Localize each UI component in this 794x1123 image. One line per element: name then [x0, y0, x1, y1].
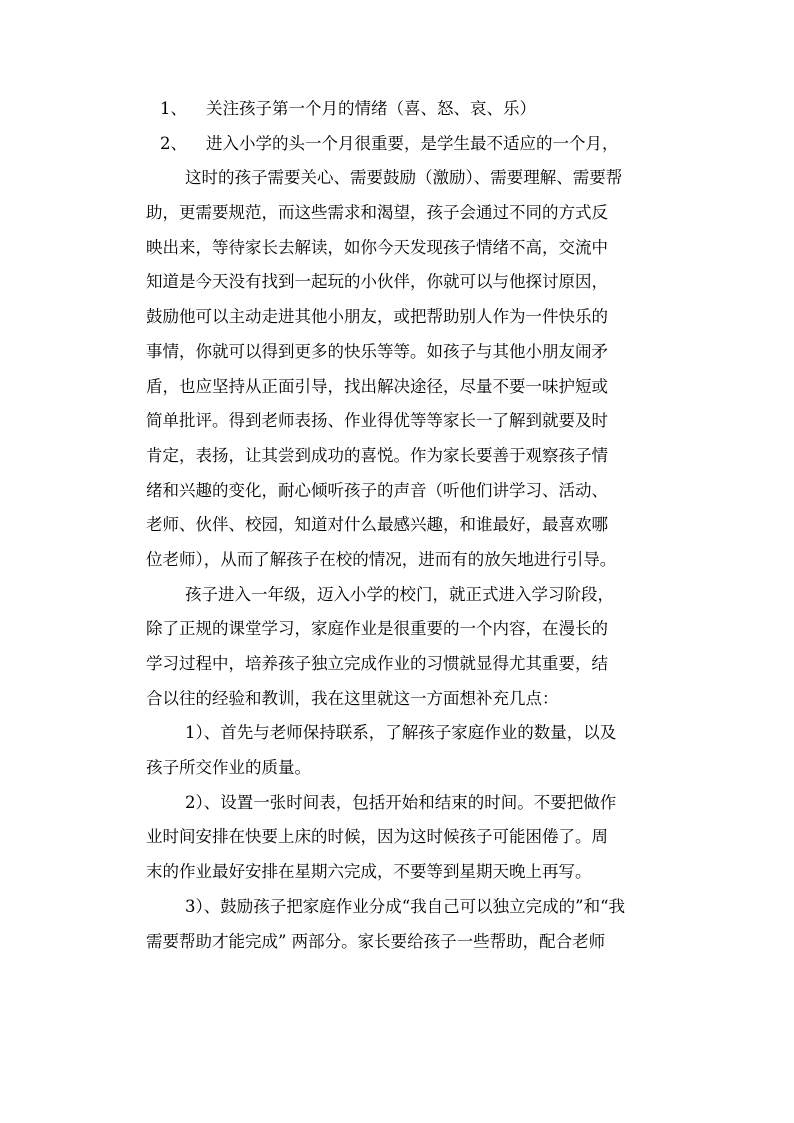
paragraph-line: 合以往的经验和教训，我在这里就这一方面想补充几点：	[146, 688, 559, 708]
paragraph-line: 肯定，表扬，让其尝到成功的喜悦。作为家长要善于观察孩子情	[146, 445, 608, 465]
paragraph-homework-intro	[146, 578, 686, 717]
list-item-text: 进入小学的头一个月很重要，是学生最不适应的一个月，	[206, 133, 619, 153]
paragraph-line: 末的作业最好安排在星期六完成，不要等到星期天晚上再写。	[146, 862, 592, 882]
paragraph-line: 1）、首先与老师保持联系，了解孩子家庭作业的数量，以及	[185, 723, 617, 743]
paragraph-line: 孩子进入一年级，迈入小学的校门，就正式进入学习阶段，	[185, 584, 614, 604]
paragraph-line: 3）、鼓励孩子把家庭作业分成“我自己可以独立完成的”和“我	[185, 896, 626, 916]
list-item-2	[146, 127, 686, 162]
paragraph-line: 鼓励他可以主动走进其他小朋友，或把帮助别人作为一件快乐的	[146, 307, 608, 327]
paragraph-line: 学习过程中，培养孩子独立完成作业的习惯就显得尤其重要，结	[146, 654, 608, 673]
paragraph-line: 老师、伙伴、校园，知道对什么最感兴趣，和谁最好，最喜欢哪	[146, 515, 608, 535]
paragraph-emotions	[146, 161, 686, 577]
list-item-text: 关注孩子第一个月的情绪（喜、怒、哀、乐）	[206, 99, 536, 118]
paragraph-point-3	[146, 890, 686, 959]
list-item-number: 1、	[160, 99, 187, 118]
document-body	[146, 92, 686, 959]
paragraph-line: 盾，也应坚持从正面引导，找出解决途径，尽量不要一味护短或	[146, 376, 608, 396]
list-item-1	[146, 92, 686, 127]
paragraph-line: 业时间安排在快要上床的时候，因为这时候孩子可能困倦了。周	[146, 827, 608, 847]
paragraph-line: 除了正规的课堂学习，家庭作业是很重要的一个内容，在漫长的	[146, 619, 608, 639]
paragraph-line: 简单批评。得到老师表扬、作业得优等等家长一了解到就要及时	[146, 411, 608, 431]
paragraph-line: 知道是今天没有找到一起玩的小伙伴，你就可以与他探讨原因，	[146, 272, 608, 292]
paragraph-line: 映出来，等待家长去解读，如你今天发现孩子情绪不高，交流中	[146, 237, 608, 257]
paragraph-line: 事情，你就可以得到更多的快乐等等。如孩子与其他小朋友闹矛	[146, 341, 608, 361]
paragraph-line: 2）、设置一张时间表，包括开始和结束的时间。不要把做作	[185, 792, 617, 812]
paragraph-line: 孩子所交作业的质量。	[146, 758, 311, 778]
paragraph-point-2	[146, 786, 686, 890]
paragraph-line: 位老师），从而了解孩子在校的情况，进而有的放矢地进行引导。	[146, 549, 617, 569]
paragraph-point-1	[146, 716, 686, 785]
paragraph-line: 助，更需要规范，而这些需求和渴望，孩子会通过不同的方式反	[146, 203, 608, 223]
paragraph-line: 需要帮助才能完成” 两部分。家长要给孩子一些帮助，配合老师	[146, 931, 606, 951]
list-item-number: 2、	[160, 133, 187, 153]
paragraph-line: 这时的孩子需要关心、需要鼓励（激励）、需要理解、需要帮	[185, 168, 623, 188]
paragraph-line: 绪和兴趣的变化，耐心倾听孩子的声音（听他们讲学习、活动、	[146, 480, 608, 500]
